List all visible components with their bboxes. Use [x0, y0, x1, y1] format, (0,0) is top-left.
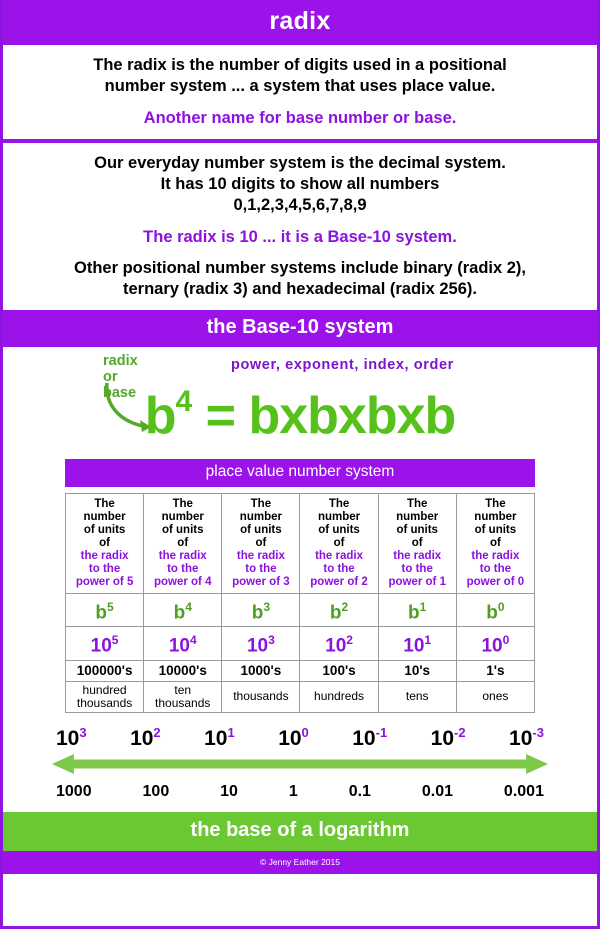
table-row-headers	[66, 494, 535, 594]
intro-line-2: number system ... a system that uses place value.	[104, 77, 496, 95]
header-cell-2: The number of units of the radix to the power of 2	[300, 494, 378, 594]
formula-area	[3, 347, 597, 459]
cell-b-5: $b^5$	[66, 594, 144, 627]
place-value-bar: place value number system	[65, 459, 535, 487]
section-heading: the Base-10 system	[3, 310, 597, 347]
radix-label-line-1: radix	[103, 353, 138, 369]
cell-b-4: $b^4$	[144, 594, 222, 627]
cell-apos-3: 1000's	[222, 660, 300, 681]
cell-apos-1: 10's	[378, 660, 456, 681]
hdr-the-radix: the radix	[80, 550, 129, 562]
cell-b-3: $b^3$	[222, 594, 300, 627]
decimal-line-2: It has 10 digits to show all numbers	[160, 175, 440, 193]
cell-10-1: $10^1$	[378, 627, 456, 660]
hdr-to-the: to the	[88, 563, 121, 575]
nl-value-3: 1	[288, 782, 298, 800]
other-systems-line-2: ternary (radix 3) and hexadecimal (radix 256).	[123, 280, 477, 298]
nl-power-1: $10^2$	[130, 724, 161, 750]
cell-word-2: hundreds	[300, 681, 378, 712]
table-row-b-powers	[66, 594, 535, 627]
power-synonyms-label: power, exponent, index, order	[231, 357, 454, 373]
cell-word-0: ones	[456, 681, 534, 712]
header-cell-0: The number of units of the radix to the power of 0	[456, 494, 534, 594]
table-row-apostrophes	[66, 660, 535, 681]
formula-rest: = bxbxbxb	[192, 387, 456, 445]
number-line-powers-row	[50, 721, 550, 751]
hdr-power-of: power of 5	[75, 576, 134, 588]
intro-highlight: Another name for base number or base.	[143, 109, 457, 127]
cell-word-4: ten thousands	[144, 681, 222, 712]
formula-expression	[3, 373, 597, 445]
cell-10-2: $10^2$	[300, 627, 378, 660]
decimal-line-1: Our everyday number system is the decimal system.	[94, 154, 506, 172]
other-systems-line-1: Other positional number systems include binary (radix 2),	[73, 259, 527, 277]
cell-apos-0: 1's	[456, 660, 534, 681]
header-cell-5	[66, 494, 144, 594]
nl-power-6: $10^{-3}$	[509, 724, 544, 750]
nl-value-1: 100	[142, 782, 170, 800]
formula-base: b	[144, 387, 176, 445]
table-row-words	[66, 681, 535, 712]
cell-b-2: $b^2$	[300, 594, 378, 627]
nl-power-2: $10^1$	[204, 724, 235, 750]
nl-value-4: 0.1	[348, 782, 371, 800]
cell-word-5: hundred thousands	[66, 681, 144, 712]
header-cell-1: The number of units of the radix to the power of 1	[378, 494, 456, 594]
decimal-block	[3, 143, 597, 310]
radix-label-line-2: or	[103, 369, 118, 385]
decimal-digits: 0,1,2,3,4,5,6,7,8,9	[233, 196, 367, 214]
number-line-values-row	[50, 782, 550, 802]
cell-b-0: $b^0$	[456, 594, 534, 627]
formula-exponent: 4	[175, 385, 193, 418]
cell-word-1: tens	[378, 681, 456, 712]
nl-value-6: 0.001	[503, 782, 544, 800]
nl-power-4: $10^{-1}$	[352, 724, 388, 750]
hdr-of-units: of units	[83, 524, 126, 536]
decimal-highlight: The radix is 10 ... it is a Base-10 system.	[143, 228, 457, 246]
page-title: radix	[3, 0, 597, 45]
cell-b-1: $b^1$	[378, 594, 456, 627]
copyright-credit: © Jenny Eather 2015	[3, 851, 597, 874]
nl-power-3: $10^0$	[278, 724, 309, 750]
cell-apos-2: 100's	[300, 660, 378, 681]
cell-10-5: $10^5$	[66, 627, 144, 660]
hdr-number: number	[83, 511, 126, 523]
nl-value-2: 10	[220, 782, 238, 800]
cell-apos-5: 100000's	[66, 660, 144, 681]
nl-power-5: $10^{-2}$	[430, 724, 466, 750]
cell-10-4: $10^4$	[144, 627, 222, 660]
cell-word-3: thousands	[222, 681, 300, 712]
double-arrow-icon	[50, 753, 550, 775]
nl-power-0: $10^3$	[56, 724, 87, 750]
cell-10-0: $10^0$	[456, 627, 534, 660]
intro-block	[3, 45, 597, 139]
cell-10-3: $10^3$	[222, 627, 300, 660]
header-cell-4: The number of units of the radix to the power of 4	[144, 494, 222, 594]
intro-line-1: The radix is the number of digits used in a positional	[93, 56, 507, 74]
table-row-ten-powers	[66, 627, 535, 660]
cell-apos-4: 10000's	[144, 660, 222, 681]
hdr-of: of	[99, 537, 110, 549]
hdr-the: The	[94, 498, 115, 510]
header-cell-3: The number of units of the radix to the power of 3	[222, 494, 300, 594]
logarithm-link[interactable]: the base of a logarithm	[3, 812, 597, 851]
nl-value-5: 0.01	[421, 782, 453, 800]
nl-value-0: 1000	[56, 782, 92, 800]
number-line	[50, 721, 550, 802]
place-value-table	[65, 493, 535, 713]
radix-label-line-3: base	[103, 385, 137, 401]
